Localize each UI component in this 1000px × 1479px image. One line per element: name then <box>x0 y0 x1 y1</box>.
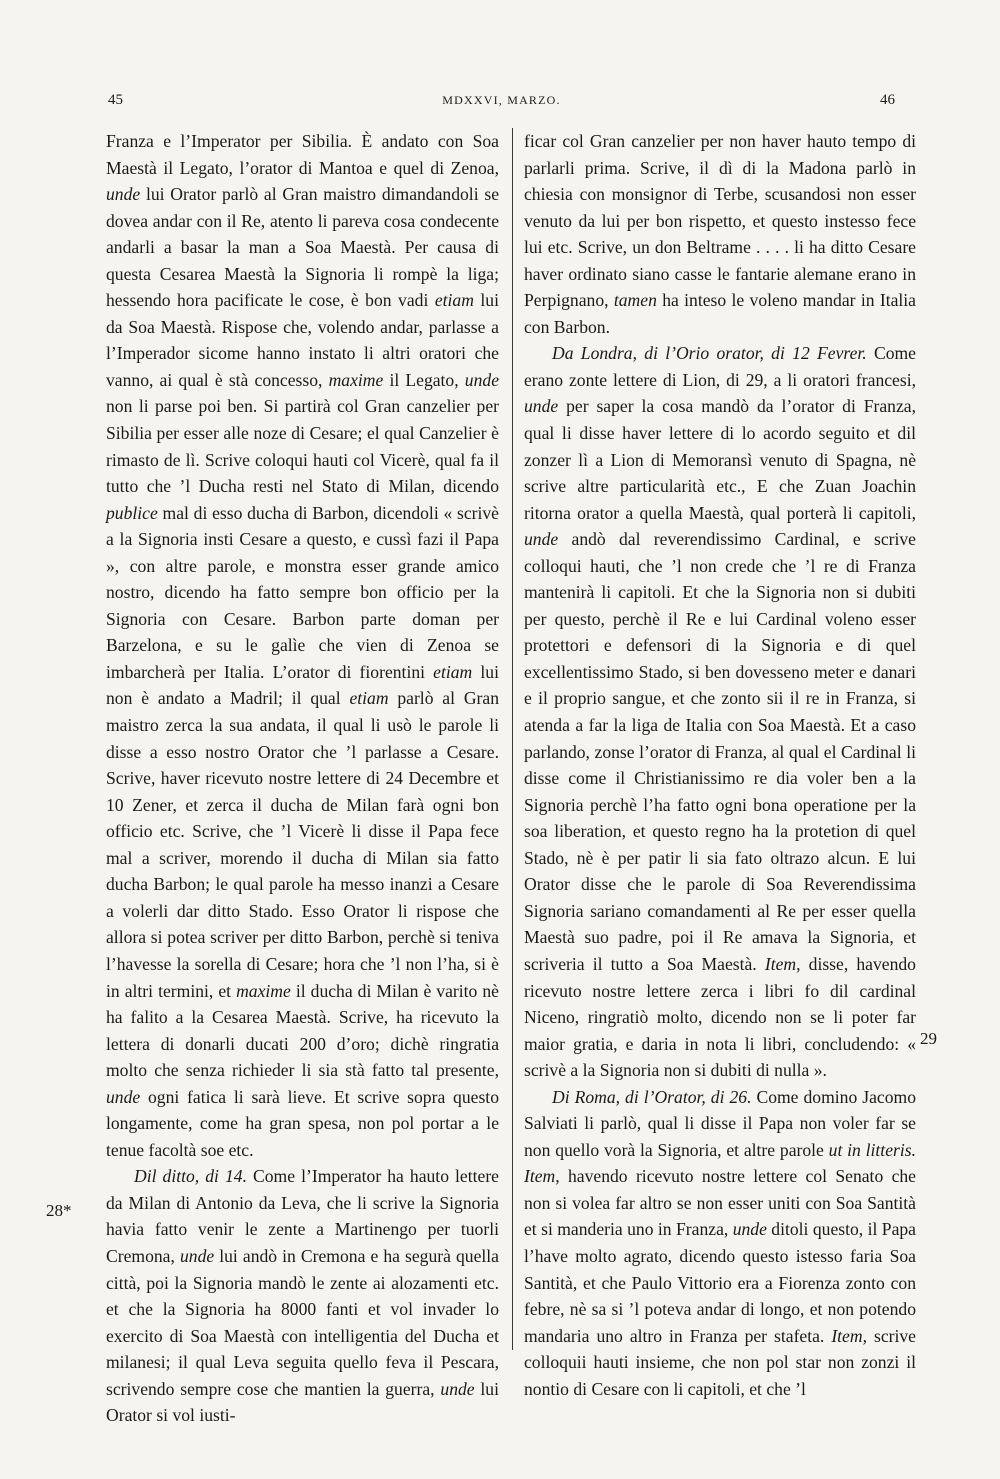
text-run: scrive colloquii hauti insieme, che non pol star non zonzi il nontio di Cesare con li capitoli, et che ’l <box>524 1325 916 1399</box>
italic-text: Item, <box>831 1325 867 1346</box>
italic-text: maxime <box>236 980 291 1001</box>
text-run: il ducha di Milan è varito nè ha falito a la Cesarea Maestà. Scrive, ha ricevuto la lettera di donarli ducati 200 d’oro; dichè ringratia molto che senza richieder li sia stà fatto tal presente, <box>106 980 499 1081</box>
italic-text: unde <box>524 396 559 417</box>
italic-text: etiam <box>349 688 389 709</box>
paragraph <box>524 128 916 340</box>
paragraph <box>106 128 499 1163</box>
text-run: ditoli questo, il Papa l’have molto agrato, dicendo questo istesso faria Soa Santità, et che Paulo Vittorio era a Fiorenza zonto con febre, nè sa si ’l poteva andar di longo, et non potendo mandaria uno altro in Franza per stafeta. <box>524 1219 916 1346</box>
text-run: lui Orator parlò al Gran maistro dimandandoli se dovea andar con il Re, atento li pareva cosa condecente andarli a basar la man a Soa Maestà. Per causa di questa Cesarea Maestà la Signoria li rompè la liga; hessendo hora pacificate le cose, è bon vadi <box>106 184 499 311</box>
italic-text: unde <box>732 1219 767 1240</box>
italic-text: Da Londra, di l’Orio orator, di 12 Fevrer. <box>552 343 867 364</box>
text-run: Come erano zonte lettere di Lion, di 29, a li oratori francesi, <box>524 343 916 390</box>
running-title: MDXXVI, MARZO. <box>442 93 561 107</box>
italic-text: unde <box>106 184 141 205</box>
left-column <box>106 128 499 1429</box>
italic-text: unde <box>106 1086 141 1107</box>
italic-text: Item, <box>764 953 801 974</box>
italic-text: etiam <box>433 661 473 682</box>
text-run: havendo ricevuto nostre lettere col Senato che non si volea far altro se non esser uniti con Soa Santità et si manderia uno in Franza, <box>524 1166 916 1240</box>
text-run: ficar col Gran canzelier per non haver hauto tempo di parlarli prima. Scrive, il dì di la Madona parlò in chiesia con monsignor di Terbe, scusandosi non esser venuto da lui per bon rispetto, et questo instesso fece lui etc. Scrive, un don Beltrame . . . . li ha ditto Cesare haver ordinato siano casse le fantarie alemane erano in Perpignano, <box>524 131 916 311</box>
paragraph <box>106 1163 499 1428</box>
column-divider <box>512 128 513 1350</box>
italic-text: etiam <box>434 290 474 311</box>
text-run: Come l’Imperator ha hauto lettere da Milan di Antonio da Leva, che li scrive la Signoria havia fatto venir le zente a Martinengo per tuorli Cremona, <box>106 1166 499 1266</box>
text-run: lui andò in Cremona e ha segurà quella città, poi la Signoria mandò le zente ai alozamenti etc. et che la Signoria ha 8000 fanti et vol invader lo exercito di Soa Maestà con intelligentia del Ducha et milanesi; il qual Leva seguita quello feva il Pescara, scrivendo sempre cose che mantien la guerra, <box>106 1245 499 1399</box>
italic-text: unde <box>464 369 499 390</box>
italic-text: unde <box>440 1378 475 1399</box>
italic-text: Dil ditto, di 14. <box>134 1166 247 1187</box>
text-run: ogni fatica li sarà lieve. Et scrive sopra questo longamente, come ha gran spesa, non pol portar a le tenue facoltà soe etc. <box>106 1086 499 1160</box>
text-run: il Legato, <box>383 369 465 390</box>
text-run: ha inteso le voleno mandar in Italia con Barbon. <box>524 290 916 337</box>
text-run: Come domino Jacomo Salviati li parlò, qual li disse il Papa non voler far se non quello vorà la Signoria, et altre parole <box>524 1086 916 1160</box>
italic-text: unde <box>179 1245 215 1266</box>
text-run: parlò al Gran maistro zerca la sua andata, il qual li usò le parole li disse a esso nostro Orator che ’l parlasse a Cesare. Scrive, haver ricevuto nostre lettere di 24 Decembre et 10 Zener, et zerca il ducha de Milan farà ogni bon officio etc. Scrive, che ’l Vicerè li disse il Papa fece mal a scriver, morendo il ducha di Milan sia fatto ducha Barbon; le qual parole ha messo inanzi a Cesare a volerli dar ditto Stado. Esso Orator li rispose che allora si potea scriver per ditto Barbon, perchè si teniva l’havesse la sorella di Cesare; hora che ’l non l’ha, si è in altri termini, et <box>106 688 499 1001</box>
text-run: lui non è andato a Madril; il qual <box>106 661 499 709</box>
text-run: Franza e l’Imperator per Sibilia. È andato con Soa Maestà il Legato, l’orator di Mantoa e quel di Zenoa, <box>106 131 499 178</box>
paragraph <box>524 340 916 1083</box>
page-number-left: 45 <box>108 92 123 108</box>
page-number-right: 46 <box>880 92 895 108</box>
margin-note-right: 29 <box>920 1029 937 1048</box>
italic-text: ut in litteris. <box>828 1139 916 1160</box>
text-run: mal di esso ducha di Barbon, dicendoli « scrivè a la Signoria insti Cesare a questo, e cussì fazi il Papa », con altre parole, e monstra esser grande amico nostro, dicendo ha fatto sempre bon officio per la Signoria con Cesare. Barbon parte doman per Barzelona, e su le galìe che vien di Zenoa se imbarcherà per Italia. L’orator di fiorentini <box>106 502 499 682</box>
text-run: disse, havendo ricevuto nostre lettere zerca i libri fo dil cardinal Niceno, ringratiò molto, dicendo non se li poter far maior gratia, e daria in nota li libri, concludendo: « scrivè a la Signoria non si dubiti di nulla ». <box>524 953 916 1081</box>
page-header <box>108 92 895 116</box>
italic-text: publice <box>106 502 158 523</box>
italic-text: maxime <box>328 369 384 390</box>
italic-text: tamen <box>613 290 657 311</box>
text-run: non li parse poi ben. Si partirà col Gran canzelier per Sibilia per esser alle noze di Cesare; el qual Canzelier è rimasto de lì. Scrive coloqui hauti col Vicerè, qual fa il tutto che ’l Ducha resti nel Stato di Milan, dicendo <box>106 396 499 497</box>
margin-note-left: 28* <box>46 1201 72 1220</box>
right-column <box>524 128 916 1402</box>
italic-text: Item, <box>524 1166 560 1187</box>
text-run: lui Orator si vol iusti- <box>106 1378 499 1426</box>
text-run: lui da Soa Maestà. Rispose che, volendo andar, parlasse a l’Imperador sicome hanno instato li altri oratori che vanno, ai qual è stà concesso, <box>106 290 499 390</box>
italic-text: unde <box>524 529 559 550</box>
paragraph <box>524 1084 916 1403</box>
text-run: per saper la cosa mandò da l’orator di Franza, qual li disse haver lettere di lo acordo seguito et dil zonzer lì a Lion di Memoransì venuto di Spagna, nè scrive altre particularità etc., E che Zuan Joachin ritorna orator a quella Maestà, qual porterà li capitoli, <box>524 396 916 523</box>
italic-text: Di Roma, di l’Orator, di 26. <box>552 1086 752 1107</box>
text-run: andò dal reverendissimo Cardinal, e scrive colloqui hauti, che ’l non crede che ’l re di Franza mantenirà li capitoli. Et che la Signoria non si dubiti per questo, perchè il Re e lui Cardinal voleno esser protettori e defensori di la Signoria e di quel excellentissimo Stado, si ben dovesseno meter e danari e il proprio sangue, et che zonto sii il re in Franza, si atenda a far la liga de Italia con Soa Maestà. Et a caso parlando, zonse l’orator di Franza, al qual el Cardinal li disse come il Christianissimo re dia voler ben a la Signoria perchè l’ha fatto ogni bona operatione per la soa liberation, et questo regno ha la protetion di quel Stado, nè è per patir li sia fato oltrazo alcun. E lui Orator disse che le parole di Soa Reverendissima Signoria sariano comandamenti al Re per esser quella Maestà suo padre, poi il Re amava la Signoria, et scriveria il tutto a Soa Maestà. <box>524 529 916 974</box>
